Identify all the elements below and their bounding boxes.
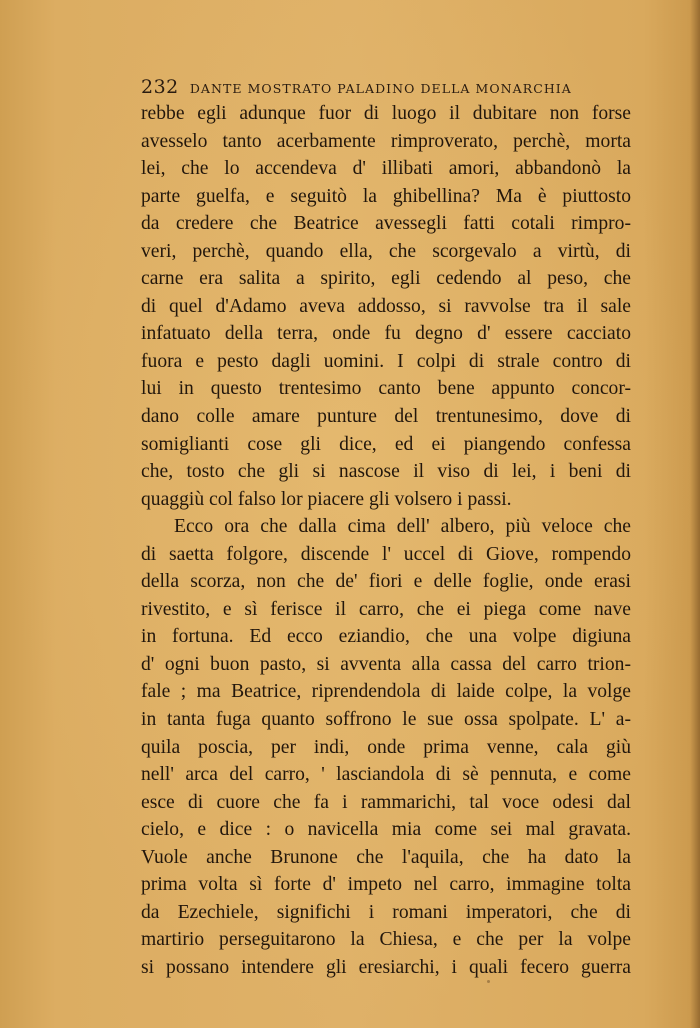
text-line: rivestito, e sì ferisce il carro, che ei piega come nave — [141, 598, 631, 620]
text-line: lui in questo trentesimo canto bene appunto concor- — [141, 378, 631, 400]
text-line: di saetta folgore, discende l' uccel di Giove, rompendo — [141, 543, 631, 565]
text-line: dano colle amare punture del trentunesimo, dove di — [141, 406, 631, 428]
text-line: rebbe egli adunque fuor di luogo il dubitare non forse — [141, 103, 631, 124]
text-line: che, tosto che gli si nascose il viso di lei, i beni di — [141, 461, 631, 483]
page-number: 232 — [141, 76, 179, 98]
text-line: fale ; ma Beatrice, riprendendola di laide colpe, la volge — [141, 681, 631, 703]
page-spine-shadow — [690, 0, 700, 1028]
text-line: parte guelfa, e seguitò la ghibellina? Ma è piuttosto — [141, 185, 631, 207]
paper-speck — [487, 980, 490, 983]
text-line: esce di cuore che fa i rammarichi, tal voce odesi dal — [141, 791, 631, 813]
text-line: martirio perseguitarono la Chiesa, e che per la volpe — [141, 929, 631, 951]
text-line: Vuole anche Brunone che l'aquila, che ha dato la — [141, 846, 631, 868]
running-title: DANTE MOSTRATO PALADINO DELLA MONARCHIA — [189, 81, 572, 96]
text-line: in fortuna. Ed ecco eziandio, che una volpe digiuna — [141, 626, 631, 648]
paragraph — [141, 100, 631, 513]
text-line: quaggiù col falso lor piacere gli volsero i passi. — [141, 488, 512, 510]
text-line: in tanta fuga quanto soffrono le sue ossa spolpate. L' a- — [141, 709, 631, 731]
text-line: somiglianti cose gli dice, ed ei piangendo confessa — [141, 433, 631, 455]
text-line: da Ezechiele, significhi i romani imperatori, che di — [141, 901, 631, 923]
text-line: prima volta sì forte d' impeto nel carro, immagine tolta — [141, 874, 631, 896]
body-text — [141, 100, 631, 982]
text-line: infatuato della terra, onde fu degno d' essere cacciato — [141, 323, 631, 345]
text-line: carne era salita a spirito, egli cedendo al peso, che — [141, 268, 631, 290]
text-line: fuora e pesto dagli uomini. I colpi di strale contro di — [141, 350, 631, 372]
text-line: veri, perchè, quando ella, che scorgevalo a virtù, di — [141, 240, 631, 262]
paragraph — [141, 513, 631, 981]
text-line: della scorza, non che de' fiori e delle foglie, onde erasi — [141, 571, 631, 593]
text-line: d' ogni buon pasto, si avventa alla cassa del carro trion- — [141, 653, 631, 675]
text-line: Ecco ora che dalla cima dell' albero, più veloce che — [174, 516, 631, 538]
text-line: cielo, e dice : o navicella mia come sei mal gravata. — [141, 819, 631, 841]
text-line: lei, che lo accendeva d' illibati amori, abbandonò la — [141, 158, 631, 180]
text-line: da credere che Beatrice avessegli fatti cotali rimpro- — [141, 213, 631, 235]
page-header — [141, 76, 641, 98]
text-line: avesselo tanto acerbamente rimproverato, perchè, morta — [141, 130, 631, 152]
text-line: nell' arca del carro, ' lasciandola di sè pennuta, e come — [141, 764, 631, 786]
text-line: quila poscia, per indi, onde prima venne, cala giù — [141, 736, 631, 758]
text-line: di quel d'Adamo aveva addosso, si ravvolse tra il sale — [141, 295, 631, 317]
text-line: si possano intendere gli eresiarchi, i quali fecero guerra — [141, 956, 631, 978]
